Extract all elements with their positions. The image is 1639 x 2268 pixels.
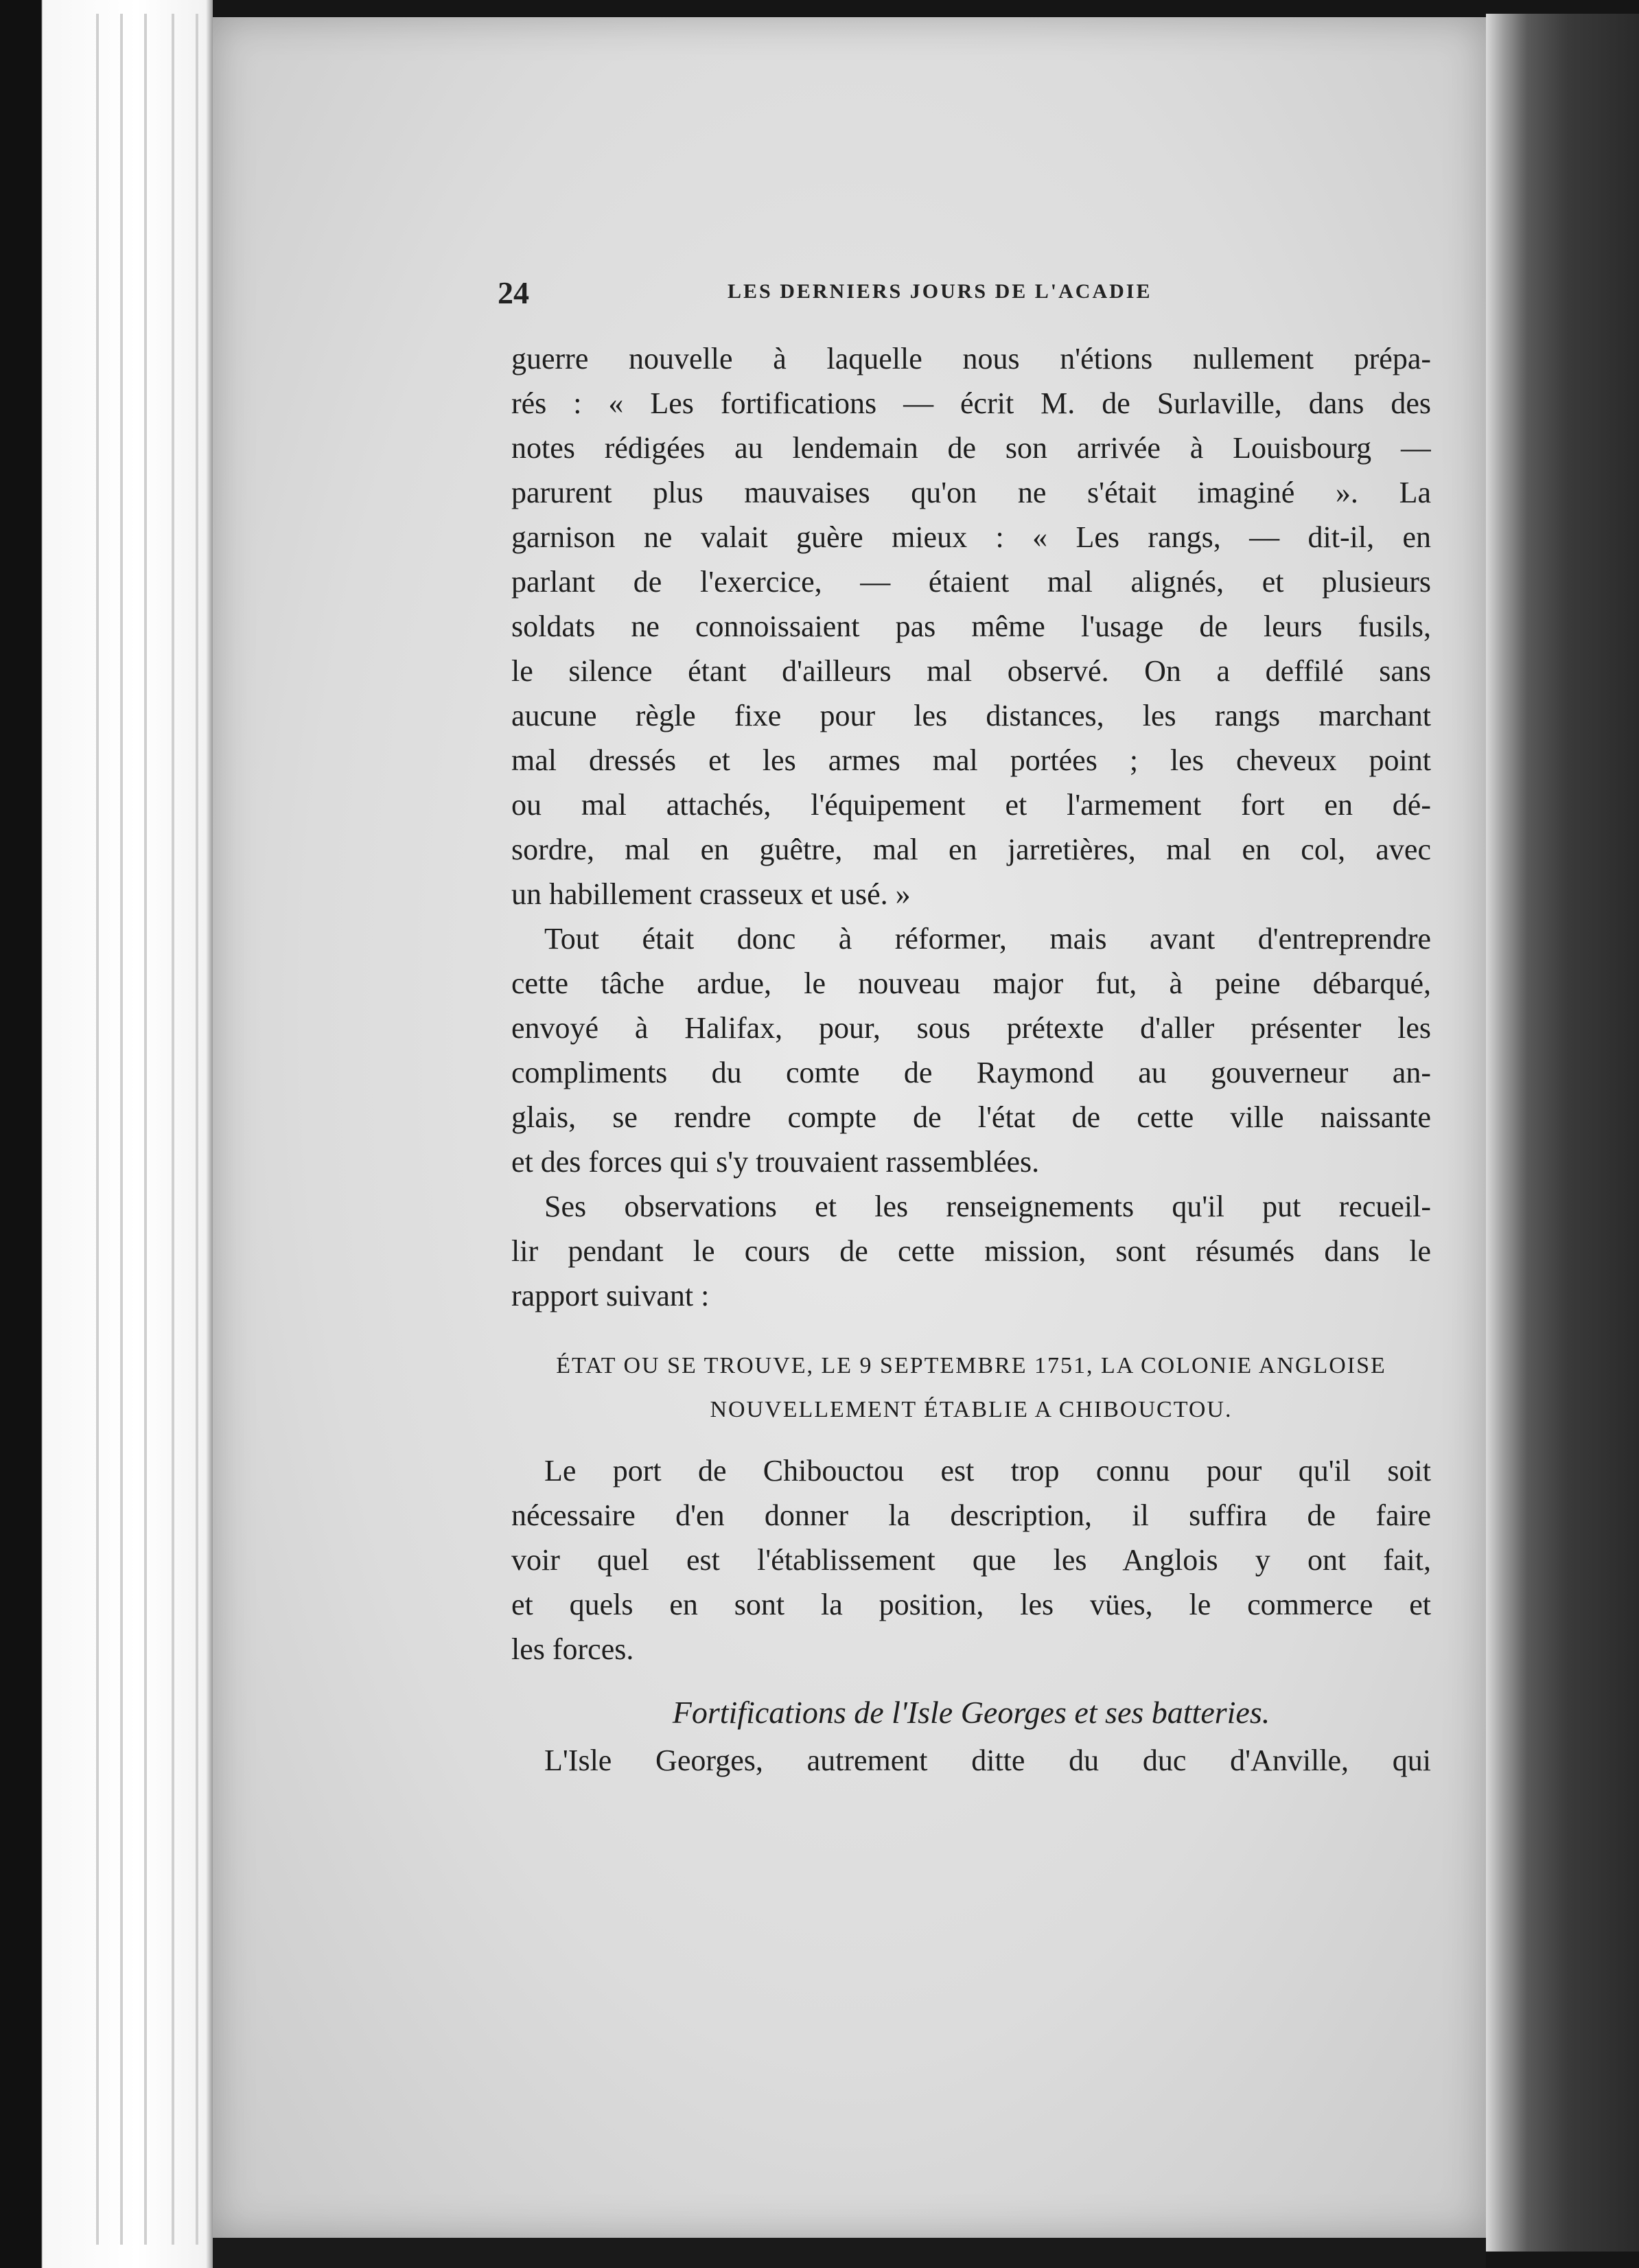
spacer — [511, 1671, 1431, 1687]
text-line: garnison ne valait guère mieux : « Les rangs, — dit-il, en — [511, 520, 1431, 554]
text-line: aucune règle fixe pour les distances, les rangs marchant — [511, 699, 1431, 732]
text-line: notes rédigées au lendemain de son arrivée à Louisbourg — — [511, 431, 1431, 465]
section-subheading: Fortifications de l'Isle Georges et ses batteries. — [672, 1695, 1270, 1730]
text-line: rapport suivant : — [511, 1279, 710, 1312]
text-line: parlant de l'exercice, — étaient mal alignés, et plusieurs — [511, 565, 1431, 599]
text-line: les forces. — [511, 1632, 634, 1666]
scan-bottom-edge — [213, 2238, 1486, 2268]
report-paragraph — [511, 1448, 1431, 1671]
book-gutter-shadow — [1486, 14, 1639, 2252]
book-fore-edge — [0, 0, 213, 2268]
paragraph — [511, 336, 1431, 916]
spacer — [511, 1432, 1431, 1448]
text-line: et quels en sont la position, les vües, le commerce et — [511, 1588, 1431, 1621]
text-line: sordre, mal en guêtre, mal en jarretières, mal en col, avec — [511, 833, 1431, 866]
text-line: glais, se rendre compte de l'état de cette ville naissante — [511, 1100, 1431, 1134]
text-line: mal dressés et les armes mal portées ; les cheveux point — [511, 743, 1431, 777]
text-line: parurent plus mauvaises qu'on ne s'était imaginé ». La — [511, 476, 1431, 509]
text-line: rés : « Les fortifications — écrit M. de Surlaville, dans des — [511, 386, 1431, 420]
text-line: voir quel est l'établissement que les Anglois y ont fait, — [511, 1543, 1431, 1577]
paragraph — [511, 1184, 1431, 1318]
caption-line: ÉTAT OU SE TROUVE, LE 9 SEPTEMBRE 1751, LA COLONIE ANGLOISE — [556, 1353, 1386, 1378]
report-caption — [511, 1344, 1431, 1432]
text-line: nécessaire d'en donner la description, il suffira de faire — [511, 1498, 1431, 1532]
caption-line: NOUVELLEMENT ÉTABLIE A CHIBOUCTOU. — [710, 1397, 1233, 1422]
spacer — [511, 1318, 1431, 1344]
text-line: Ses observations et les renseignements qu'il put recueil- — [544, 1190, 1431, 1223]
page-body — [511, 336, 1431, 1783]
page-edge-line — [172, 14, 174, 2245]
running-title: LES DERNIERS JOURS DE L'ACADIE — [728, 280, 1152, 303]
text-line: le silence étant d'ailleurs mal observé. On a deffilé sans — [511, 654, 1431, 688]
text-line: compliments du comte de Raymond au gouverneur an- — [511, 1056, 1431, 1089]
page-edge-line — [144, 14, 147, 2245]
text-line: cette tâche ardue, le nouveau major fut, à peine débarqué, — [511, 967, 1431, 1000]
text-line: et des forces qui s'y trouvaient rassemblées. — [511, 1145, 1040, 1179]
text-line: un habillement crasseux et usé. » — [511, 877, 911, 911]
text-line: Le port de Chibouctou est trop connu pour qu'il soit — [544, 1454, 1431, 1488]
text-line: ou mal attachés, l'équipement et l'armement fort en dé- — [511, 788, 1431, 822]
text-line: lir pendant le cours de cette mission, sont résumés dans le — [511, 1234, 1431, 1268]
text-line: Tout était donc à réformer, mais avant d'entreprendre — [544, 922, 1431, 956]
text-line: soldats ne connoissaient pas même l'usage de leurs fusils, — [511, 610, 1431, 643]
page-number: 24 — [498, 275, 529, 310]
page-edge-line — [120, 14, 123, 2245]
page-edge-line — [196, 14, 198, 2245]
running-header — [498, 275, 1198, 316]
paragraph — [511, 916, 1431, 1184]
text-line: L'Isle Georges, autrement ditte du duc d'Anville, qui — [544, 1744, 1431, 1777]
page-edge-line — [96, 14, 99, 2245]
text-line: guerre nouvelle à laquelle nous n'étions nullement prépa- — [511, 342, 1431, 375]
text-line: envoyé à Halifax, pour, sous prétexte d'aller présenter les — [511, 1011, 1431, 1045]
